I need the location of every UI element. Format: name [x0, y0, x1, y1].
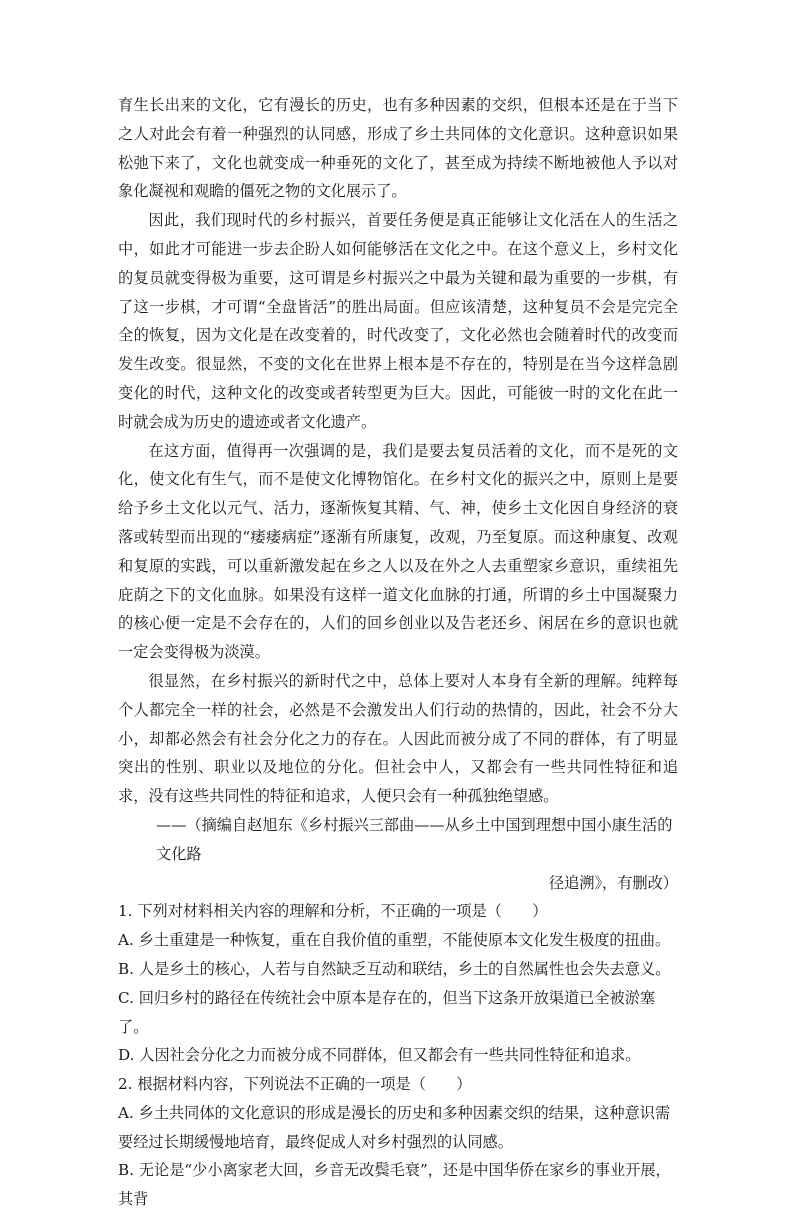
question-1-stem: 1. 下列对材料相关内容的理解和分析，不正确的一项是（ ）	[118, 902, 548, 921]
question-1-option-b: B. 人是乡土的核心，人若与自然缺乏互动和联结，乡土的自然属性也会失去意义。	[118, 959, 671, 978]
question-2-option-a: A. 乡土共同体的文化意识的形成是漫长的历史和多种因素交织的结果，这种意识需要经过长期缓慢地培育，最终促成人对乡村强烈的认同感。	[118, 1103, 671, 1151]
question-2-stem: 2. 根据材料内容，下列说法不正确的一项是（ ）	[118, 1075, 472, 1094]
passage-paragraph-1: 育生长出来的文化，它有漫长的历史，也有多种因素的交织，但根本还是在于当下之人对此会有着一种强烈的认同感，形成了乡土共同体的文化意识。这种意识如果松弛下来了，文化也就变成一种垂死的文化了，甚至成为持续不断地被他人予以对象化凝视和观瞻的僵死之物的文化展示了。	[118, 96, 678, 201]
question-1-option-a: A. 乡土重建是一种恢复，重在自我价值的重塑，不能使原本文化发生极度的扭曲。	[118, 931, 671, 950]
question-1-option-d: D. 人因社会分化之力而被分成不同群体，但又都会有一些共同性特征和追求。	[118, 1046, 641, 1065]
question-1-option-c: C. 回归乡村的路径在传统社会中原本是存在的，但当下这条开放渠道已全被淤塞了。	[118, 988, 656, 1036]
passage-paragraph-2: 因此，我们现时代的乡村振兴，首要任务便是真正能够让文化活在人的生活之中，如此才可能进一步去企盼人如何能够活在文化之中。在这个意义上，乡村文化的复员就变得极为重要，这可谓是乡村振兴之中最为关键和最为重要的一步棋，有了这一步棋，才可谓“全盘皆活”的胜出局面。但应该清楚，这种复员不会是完完全全的恢复，因为文化是在改变着的，时代改变了，文化必然也会随着时代的改变而发生改变。很显然，不变的文化在世界上根本是不存在的，特别是在当今这样急剧变化的时代，这种文化的改变或者转型更为巨大。因此，可能彼一时的文化在此一时就会成为历史的遗迹或者文化遗产。	[118, 211, 678, 431]
question-2	[118, 1070, 678, 1214]
source-citation	[118, 811, 678, 897]
passage-paragraph-3: 在这方面，值得再一次强调的是，我们是要去复员活着的文化，而不是死的文化，使文化有生气，而不是使文化博物馆化。在乡村文化的振兴之中，原则上是要给予乡土文化以元气、活力，逐渐恢复其精、气、神，使乡土文化因自身经济的衰落或转型而出现的“痿痿病症”逐渐有所康复，改观，乃至复原。而这种康复、改观和复原的实践，可以重新激发起在乡之人以及在外之人去重塑家乡意识，重续祖先庇荫之下的文化血脉。如果没有这样一道文化血脉的打通，所谓的乡土中国凝聚力的核心便一定是不会存在的，人们的回乡创业以及告老还乡、闲居在乡的意识也就一定会变得极为淡漠。	[118, 441, 678, 662]
question-1	[118, 897, 678, 1070]
question-2-option-b: B. 无论是“少小离家老大回，乡音无改鬓毛衰”，还是中国华侨在家乡的事业开展，其背	[118, 1161, 671, 1209]
citation-line-2: 径追溯》，有删改）	[548, 873, 678, 892]
passage-paragraph-4: 很显然，在乡村振兴的新时代之中，总体上要对人本身有全新的理解。纯粹每个人都完全一样的社会，必然是不会激发出人们行动的热情的，因此，社会不分大小，却都必然会有社会分化之力的存在。人因此而被分成了不同的群体，有了明显突出的性别、职业以及地位的分化。但社会中人，又都会有一些共同性特征和追求，没有这些共同性的特征和追求，人便只会有一种孤独绝望感。	[118, 671, 678, 806]
citation-line-1: ——（摘编自赵旭东《乡村振兴三部曲——从乡土中国到理想中国小康生活的文化路	[156, 815, 673, 863]
passage-body	[118, 91, 678, 1214]
